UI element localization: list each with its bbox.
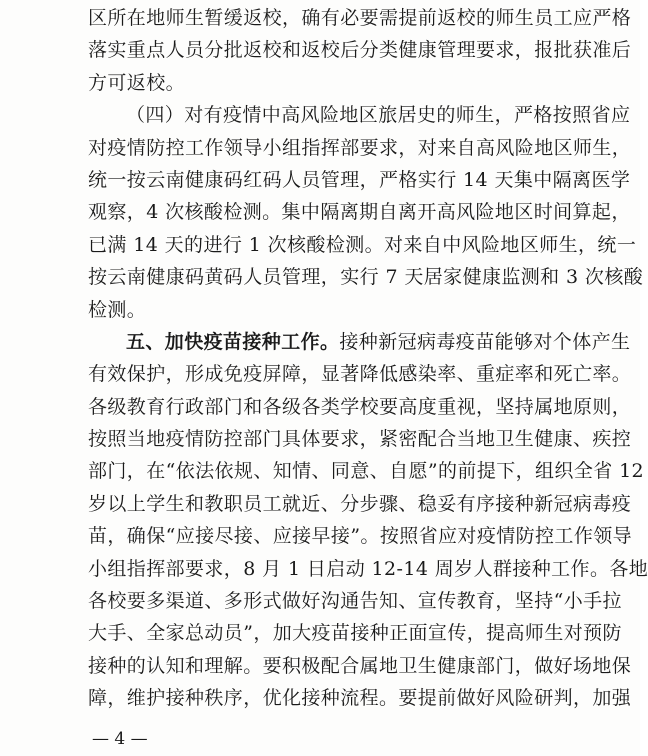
- text-line: 各校要多渠道、多形式做好沟通告知、宣传教育，坚持“小手拉: [88, 590, 622, 613]
- section-heading-line: [88, 326, 631, 358]
- section-heading: 五、加快疫苗接种工作。: [126, 330, 340, 353]
- text-line: 按照当地疫情防控部门具体要求，紧密配合当地卫生健康、疾控: [88, 428, 632, 451]
- text-line: 苗，确保“应接尽接、应接早接”。按照省应对疫情防控工作领导: [88, 525, 633, 548]
- text-line: 部门，在“依法依规、知情、同意、自愿”的前提下，组织全省 12: [88, 460, 645, 483]
- text-line: 方可返校。: [88, 71, 186, 94]
- text-line: 检测。: [88, 298, 147, 321]
- text-line: 按云南健康码黄码人员管理，实行 7 天居家健康监测和 3 次核酸: [88, 266, 644, 289]
- document-body: [88, 2, 648, 715]
- text-line: 统一按云南健康码红码人员管理，严格实行 14 天集中隔离医学: [88, 168, 631, 191]
- text-line: 区所在地师生暂缓返校，确有必要需提前返校的师生员工应严格: [88, 7, 632, 29]
- text-fragment: 接种新冠病毒疫苗能够对个体产生: [339, 330, 631, 353]
- text-line: （四）对有疫情中高风险地区旅居史的师生，严格按照省应: [126, 104, 631, 127]
- text-line: 岁以上学生和教职员工就近、分步骤、稳妥有序接种新冠病毒疫: [88, 492, 632, 515]
- text-line: 已满 14 天的进行 1 次核酸检测。对来自中风险地区师生，统一: [88, 233, 637, 256]
- text-line: 各级教育行政部门和各级各类学校要高度重视，坚持属地原则，: [88, 395, 632, 418]
- text-line: 障，维护接种秩序，优化接种流程。要提前做好风险研判，加强: [88, 687, 632, 710]
- text-line: 接种的认知和理解。要积极配合属地卫生健康部门，做好场地保: [88, 654, 632, 677]
- text-line: 观察，4 次核酸检测。集中隔离期自离开高风险地区时间算起，: [88, 201, 631, 224]
- text-line: 有效保护，形成免疫屏障，显著降低感染率、重症率和死亡率。: [88, 363, 632, 386]
- text-line: 对疫情防控工作领导小组指挥部要求，对来自高风险地区师生，: [88, 136, 632, 159]
- text-line: 大手、全家总动员”，加大疫苗接种正面宣传，提高师生对预防: [88, 622, 622, 645]
- text-line: 小组指挥部要求，8 月 1 日启动 12-14 周岁人群接种工作。各地: [88, 557, 648, 580]
- page-number: — 4 —: [92, 729, 148, 749]
- text-line: 落实重点人员分批返校和返校后分类健康管理要求，报批获准后: [88, 39, 632, 62]
